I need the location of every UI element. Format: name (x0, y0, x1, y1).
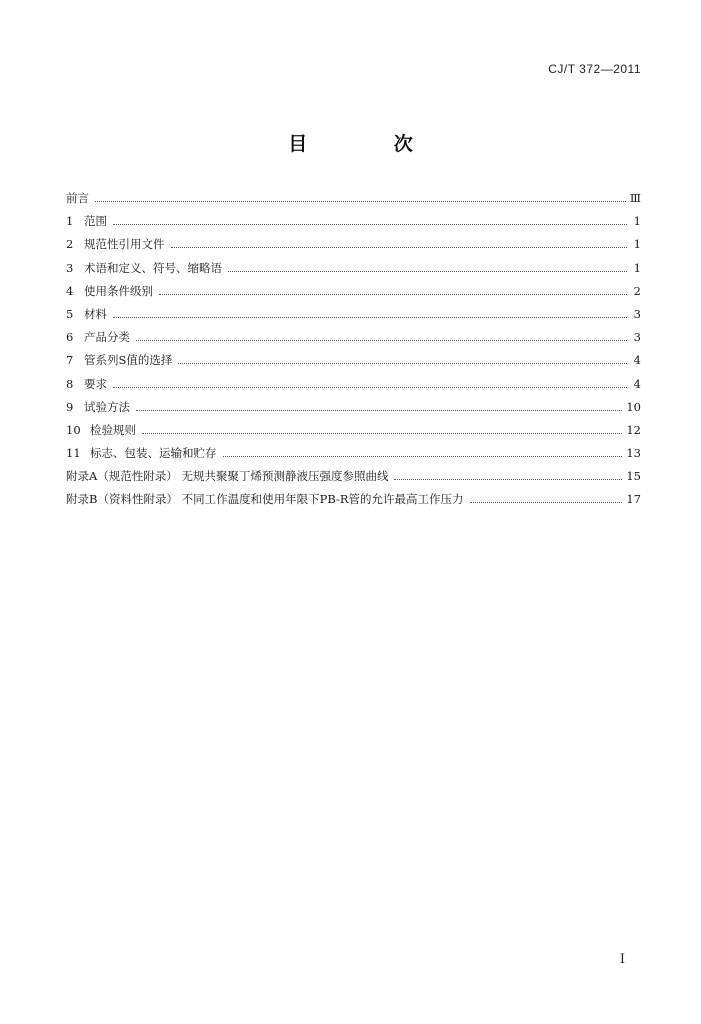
toc-entry-number: 3 (66, 260, 74, 275)
table-of-contents (66, 190, 641, 515)
toc-entry-number: 10 (66, 422, 81, 437)
toc-entry-page: 1 (633, 237, 641, 252)
toc-leader-dots (178, 362, 627, 364)
toc-entry-label: 使用条件级别 (84, 283, 153, 298)
toc-entry-page: 10 (626, 399, 641, 414)
toc-entry-label: 材料 (84, 306, 107, 321)
toc-entry-number: 1 (66, 214, 74, 229)
toc-entry-number: 2 (66, 237, 74, 252)
toc-entry-label: 前言 (66, 191, 89, 205)
toc-entry-number: 9 (66, 399, 74, 414)
toc-leader-dots (142, 432, 622, 434)
page-title: 目 次 (288, 133, 453, 155)
toc-entry-page: 1 (633, 260, 641, 275)
toc-entry-page: 2 (633, 283, 641, 298)
toc-entry-10[interactable] (66, 422, 641, 445)
toc-entry-page: Ⅲ (629, 191, 641, 205)
toc-entry-7[interactable] (66, 352, 641, 375)
toc-entry-page: 15 (626, 469, 641, 484)
toc-entry-number: 4 (66, 283, 74, 298)
toc-entry-page: 1 (633, 214, 641, 229)
toc-entry-annex-b[interactable] (66, 491, 641, 514)
toc-entry-number: 5 (66, 306, 74, 321)
toc-entry-label: 产品分类 (84, 330, 130, 345)
toc-entry-label: 范围 (84, 214, 107, 229)
toc-entry-9[interactable] (66, 399, 641, 422)
toc-entry-label: 术语和定义、符号、缩略语 (84, 260, 222, 275)
standard-code: CJ/T 372—2011 (548, 62, 641, 76)
toc-entry-page: 13 (626, 446, 641, 461)
page-number: Ⅰ (619, 952, 625, 967)
toc-entry-label: 附录A（规范性附录） 无规共聚聚丁烯预测静液压强度参照曲线 (66, 469, 389, 484)
toc-leader-dots (394, 478, 622, 480)
toc-entry-label: 附录B（资料性附录） 不同工作温度和使用年限下PB-R管的允许最高工作压力 (66, 492, 464, 507)
toc-leader-dots (159, 293, 627, 295)
toc-entry-number: 7 (66, 353, 74, 368)
toc-entry-page: 4 (633, 376, 641, 391)
toc-leader-dots (470, 501, 623, 503)
toc-entry-page: 4 (633, 353, 641, 368)
toc-entry-number: 8 (66, 376, 74, 391)
toc-entry-2[interactable] (66, 236, 641, 259)
toc-entry-5[interactable] (66, 306, 641, 329)
toc-entry-1[interactable] (66, 213, 641, 236)
toc-entry-6[interactable] (66, 329, 641, 352)
toc-entry-label: 标志、包装、运输和贮存 (90, 446, 217, 461)
toc-leader-dots (228, 270, 627, 272)
toc-leader-dots (136, 339, 627, 341)
toc-entry-label: 试验方法 (84, 399, 130, 414)
toc-leader-dots (113, 223, 627, 225)
toc-entry-3[interactable] (66, 260, 641, 283)
toc-entry-number: 6 (66, 330, 74, 345)
toc-entry-4[interactable] (66, 283, 641, 306)
toc-entry-annex-a[interactable] (66, 468, 641, 491)
toc-leader-dots (171, 246, 628, 248)
toc-entry-page: 3 (633, 306, 641, 321)
toc-entry-label: 管系列S值的选择 (84, 353, 173, 368)
toc-leader-dots (113, 316, 627, 318)
toc-entry-number: 11 (66, 446, 81, 461)
toc-entry-foreword[interactable] (66, 190, 641, 213)
toc-leader-dots (223, 455, 623, 457)
toc-entry-label: 规范性引用文件 (84, 237, 165, 252)
toc-leader-dots (136, 409, 622, 411)
toc-leader-dots (113, 386, 627, 388)
toc-entry-11[interactable] (66, 445, 641, 468)
toc-entry-8[interactable] (66, 376, 641, 399)
toc-entry-page: 17 (626, 492, 641, 507)
toc-entry-label: 要求 (84, 376, 107, 391)
toc-entry-label: 检验规则 (90, 422, 136, 437)
toc-entry-page: 12 (626, 422, 641, 437)
toc-leader-dots (95, 200, 626, 202)
toc-entry-page: 3 (633, 330, 641, 345)
